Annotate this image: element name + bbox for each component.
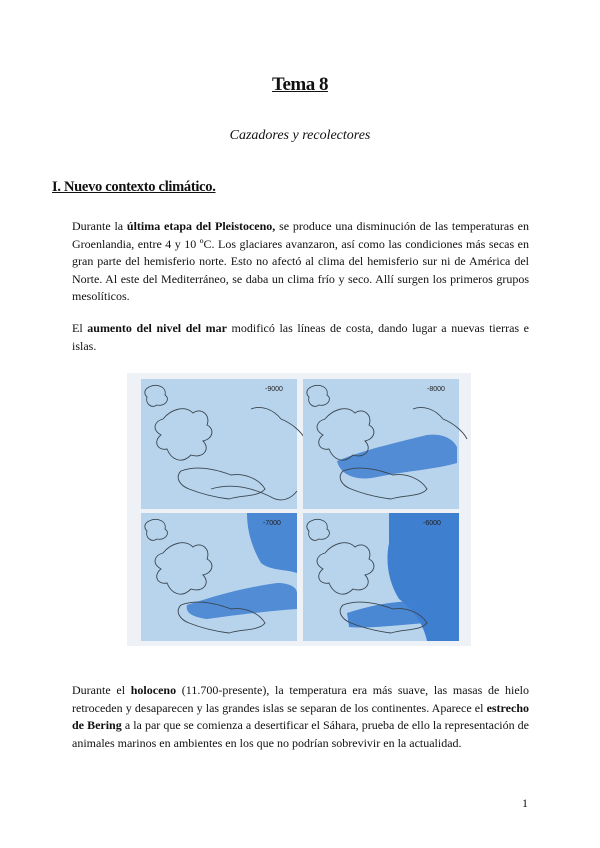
- map-panel-9000: [141, 379, 305, 509]
- paragraph-holocene: Durante el holoceno (11.700-presente), la temperatura era más suave, las masas de hielo retroceden y desaparecen y las grandes islas se separan de los continentes. Aparece el estrecho de Bering a la par que se comienza a desertificar el Sáhara, prueba de ello la representación de animales marinos en ambientes en los que no podrían sobrevivir en la actualidad.: [72, 683, 530, 750]
- map-label-8000: -8000: [427, 386, 445, 393]
- page-subtitle: Cazadores y recolectores: [229, 128, 371, 143]
- map-panel-8000: [303, 379, 467, 509]
- paragraph-pleistocene: Durante la última etapa del Pleistoceno, se produce una disminución de las temperaturas en Groenlandia, entre 4 y 10 ºC. Los glaciares avanzaron, así como las condiciones más secas en gran parte del hemisferio norte. Esto no afectó al clima del hemisferio sur ni de América del Norte. Al este del Mediterráneo, se daba un clima frío y seco. Allí surgen los primeros grupos mesolíticos.: [72, 219, 529, 304]
- sea-level-maps-figure: [127, 373, 471, 646]
- paragraph-sea-level: El aumento del nivel del mar modificó las líneas de costa, dando lugar a nuevas tierras e islas.: [72, 321, 529, 353]
- page-number: 1: [522, 796, 528, 810]
- map-panel-7000: [141, 513, 297, 641]
- section-heading: I. Nuevo contexto climático.: [52, 179, 216, 195]
- page-title: Tema 8: [272, 74, 328, 95]
- map-label-7000: -7000: [263, 520, 281, 527]
- map-panel-6000: [303, 513, 459, 641]
- map-label-9000: -9000: [265, 386, 283, 393]
- map-label-6000: -6000: [423, 520, 441, 527]
